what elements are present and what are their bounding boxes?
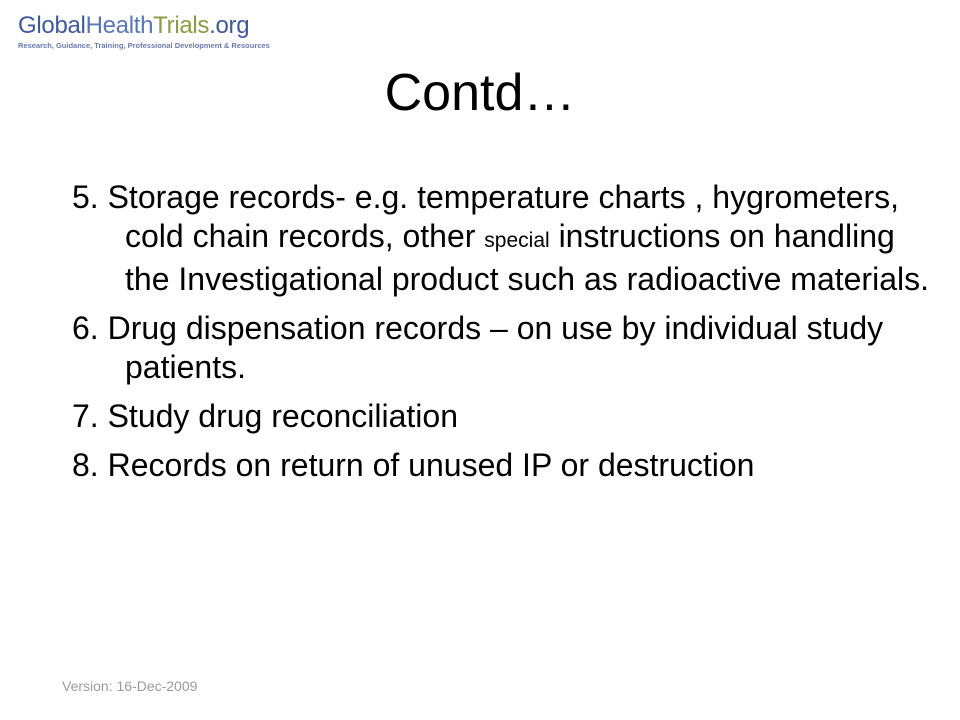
version-footer: Version: 16-Dec-2009: [62, 678, 198, 694]
logo-wordmark: [18, 12, 268, 40]
logo-word-global: Global: [18, 12, 86, 39]
list-item-6: 6. Drug dispensation records – on use by individual study patients.: [72, 310, 884, 385]
logo-word-trials: Trials: [153, 12, 210, 39]
globalhealthtrials-logo: [18, 12, 268, 50]
list-item-7: 7. Study drug reconciliation: [72, 398, 458, 434]
slide-body-list: [72, 178, 932, 495]
slide-title: Contd…: [384, 64, 576, 122]
logo-word-org: .org: [209, 12, 250, 39]
list-item-8: 8. Records on return of unused IP or destruction: [72, 447, 755, 483]
item-5-text-end: instructions on handling the Investigational product such as radioactive materials.: [125, 218, 929, 297]
item-5-small-word: special: [484, 229, 550, 252]
logo-word-health: Health: [85, 12, 154, 39]
logo-tagline: Research, Guidance, Training, Professional Development & Resources: [18, 41, 270, 50]
item-5-text-start: 5. Storage records- e.g. temperature charts , hygrometers, cold chain records, other: [72, 179, 900, 254]
list-item-5: [72, 178, 932, 299]
